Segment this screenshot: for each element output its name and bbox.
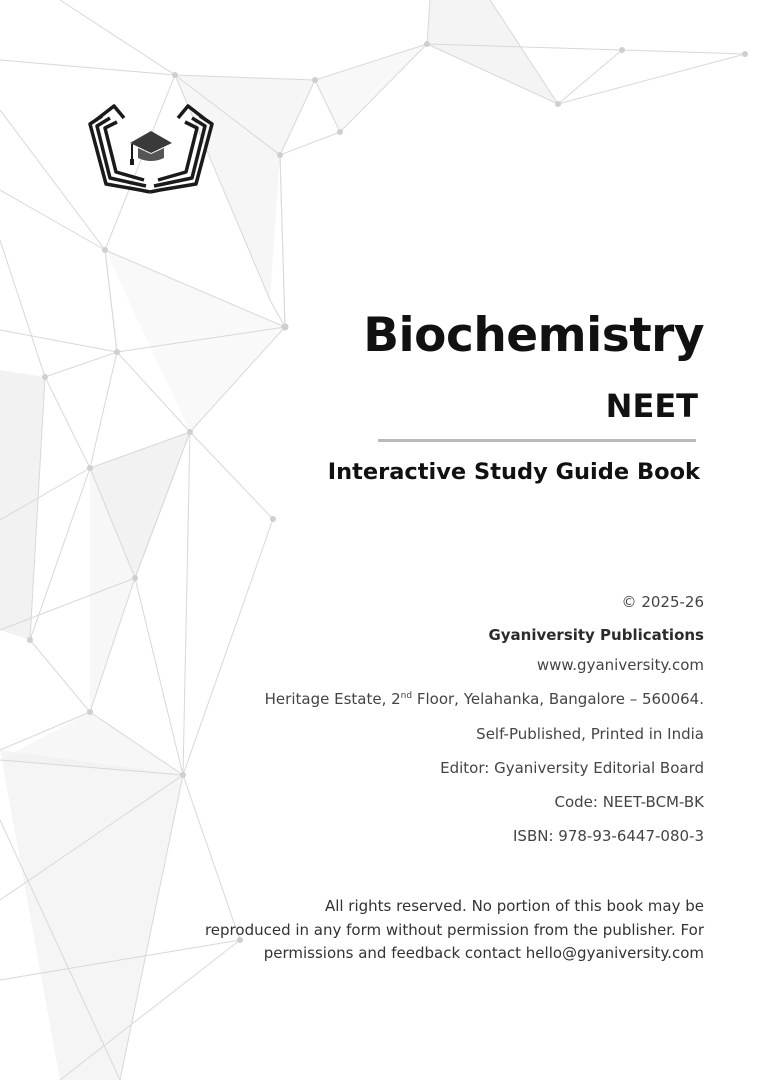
editor-line: Editor: Gyaniversity Editorial Board	[440, 758, 704, 777]
book-code: Code: NEET-BCM-BK	[554, 793, 704, 812]
rights-notice-line-2: reproduced in any form without permission from the publisher. For	[204, 920, 704, 939]
isbn-line: ISBN: 978-93-6447-080-3	[513, 827, 704, 846]
address-part-1: Heritage Estate, 2	[264, 690, 401, 709]
book-tagline: Interactive Study Guide Book	[327, 459, 700, 485]
publisher-website: www.gyaniversity.com	[536, 656, 704, 674]
address-part-2: Floor, Yelahanka, Bangalore – 560064.	[412, 690, 704, 709]
copyright-line: © 2025-26	[621, 593, 704, 611]
book-title: Biochemistry	[363, 308, 704, 363]
publisher-address	[265, 687, 704, 721]
address-ordinal: nd	[400, 691, 413, 702]
rights-notice	[104, 895, 704, 966]
rights-notice-line-3: permissions and feedback contact hello@gyaniversity.com	[263, 944, 704, 962]
book-subtitle: NEET	[605, 387, 698, 425]
graduation-cap-icon	[130, 131, 172, 165]
publisher-name: Gyaniversity Publications	[488, 626, 704, 644]
title-divider	[378, 439, 696, 442]
open-book-graduation-cap-icon	[84, 98, 218, 196]
imprint-block	[265, 590, 704, 859]
rights-notice-line-1: All rights reserved. No portion of this book may be	[324, 897, 704, 915]
publishing-note: Self-Published, Printed in India	[476, 724, 704, 743]
